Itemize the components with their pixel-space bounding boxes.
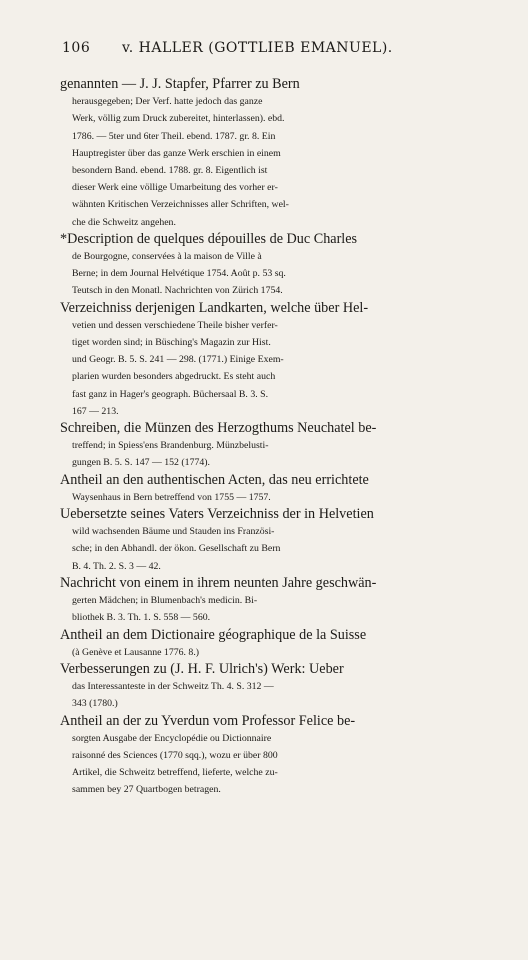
bibliography-entry [60,420,508,472]
entry-line: Hauptregister über das ganze Werk erschien in einem [72,147,281,159]
entry-line: wild wachsenden Bäume und Stauden ins Französi- [72,526,275,538]
running-head: v. HALLER (GOTTLIEB EMANUEL). [122,40,393,56]
entry-line: tiget worden sind; in Büsching's Magazin zur Hist. [72,337,271,349]
entry-line: fast ganz in Hager's geograph. Büchersaal B. 3. S. [72,388,269,400]
entry-line: Werk, völlig zum Druck zubereitet, hinterlassen). ebd. [72,113,285,125]
entry-line: gerten Mädchen; in Blumenbach's medicin. Bi- [72,595,258,607]
bibliography-entry [60,661,508,713]
entry-line: genannten — J. J. Stapfer, Pfarrer zu Bern [60,76,300,92]
bibliography-entry [60,231,508,300]
entry-line: Schreiben, die Münzen des Herzogthums Neuchatel be- [60,420,377,437]
entry-line: treffend; in Spiess'ens Brandenburg. Münzbelusti- [72,440,269,452]
bibliography-entry [60,627,508,661]
bibliography-entry [60,300,508,420]
entry-line: vetien und dessen verschiedene Theile bisher verfer- [72,319,278,331]
entry-line: (à Genève et Lausanne 1776. 8.) [72,646,200,658]
bibliography-entry [60,506,508,575]
entry-line: B. 4. Th. 2. S. 3 — 42. [72,560,161,572]
entry-line: 167 — 213. [72,405,119,417]
entry-line: Antheil an den authentischen Acten, das neu errichtete [60,471,369,488]
entry-line: Antheil an der zu Yverdun vom Professor Felice be- [60,712,356,729]
entry-line: Waysenhaus in Bern betreffend von 1755 — 1757. [72,491,271,503]
page-number: 106 [62,40,91,56]
entry-line: che die Schweitz angehen. [72,216,176,228]
bibliography-entry [60,575,508,627]
entry-line: Verzeichniss derjenigen Landkarten, welche über Hel- [60,299,369,316]
entry-line: bliothek B. 3. Th. 1. S. 558 — 560. [72,612,211,624]
entry-line: 343 (1780.) [72,698,118,710]
entry-line: sorgten Ausgabe der Encyclopédie ou Dictionnaire [72,732,272,744]
entry-line: de Bourgogne, conservées à la maison de Ville à [72,251,262,263]
entry-line: sammen bey 27 Quartbogen betragen. [72,784,221,796]
entry-line: dieser Werk eine völlige Umarbeitung des vorher er- [72,182,278,194]
page-body [60,76,508,799]
entry-line: Uebersetzte seines Vaters Verzeichniss der in Helvetien [60,506,374,523]
entry-line: besondern Band. ebend. 1788. gr. 8. Eigentlich ist [72,165,268,177]
bibliography-entry [60,713,508,799]
entry-line: plarien wurden besonders abgedruckt. Es steht auch [72,371,276,383]
entry-line: Verbesserungen zu (J. H. F. Ulrich's) Werk: Ueber [60,660,344,677]
entry-line: 1786. — 5ter und 6ter Theil. ebend. 1787. gr. 8. Ein [72,130,276,142]
entry-line: gungen B. 5. S. 147 — 152 (1774). [72,457,210,469]
bibliography-entry [60,76,508,231]
entry-line: Berne; in dem Journal Helvétique 1754. Août p. 53 sq. [72,268,286,280]
entry-line: Nachricht von einem in ihrem neunten Jahre geschwän- [60,574,377,591]
entry-line: sche; in den Abhandl. der ökon. Gesellschaft zu Bern [72,543,281,555]
entry-line: Antheil an dem Dictionaire géographique de la Suisse [60,626,367,643]
entry-line: Artikel, die Schweitz betreffend, lieferte, welche zu- [72,767,278,779]
entry-line: das Interessanteste in der Schweitz Th. 4. S. 312 — [72,681,274,693]
bibliography-entry [60,472,508,506]
entry-line: raisonné des Sciences (1770 sqq.), wozu er über 800 [72,749,278,761]
entry-line: herausgegeben; Der Verf. hatte jedoch das ganze [72,96,263,108]
entry-line: und Geogr. B. 5. S. 241 — 298. (1771.) Einige Exem- [72,354,284,366]
entry-line: wähnten Kritischen Verzeichnisses aller Schriften, wel- [72,199,289,211]
entry-line: *Description de quelques dépouilles de Duc Charles [60,230,358,247]
entry-line: Teutsch in den Monatl. Nachrichten von Zürich 1754. [72,285,283,297]
